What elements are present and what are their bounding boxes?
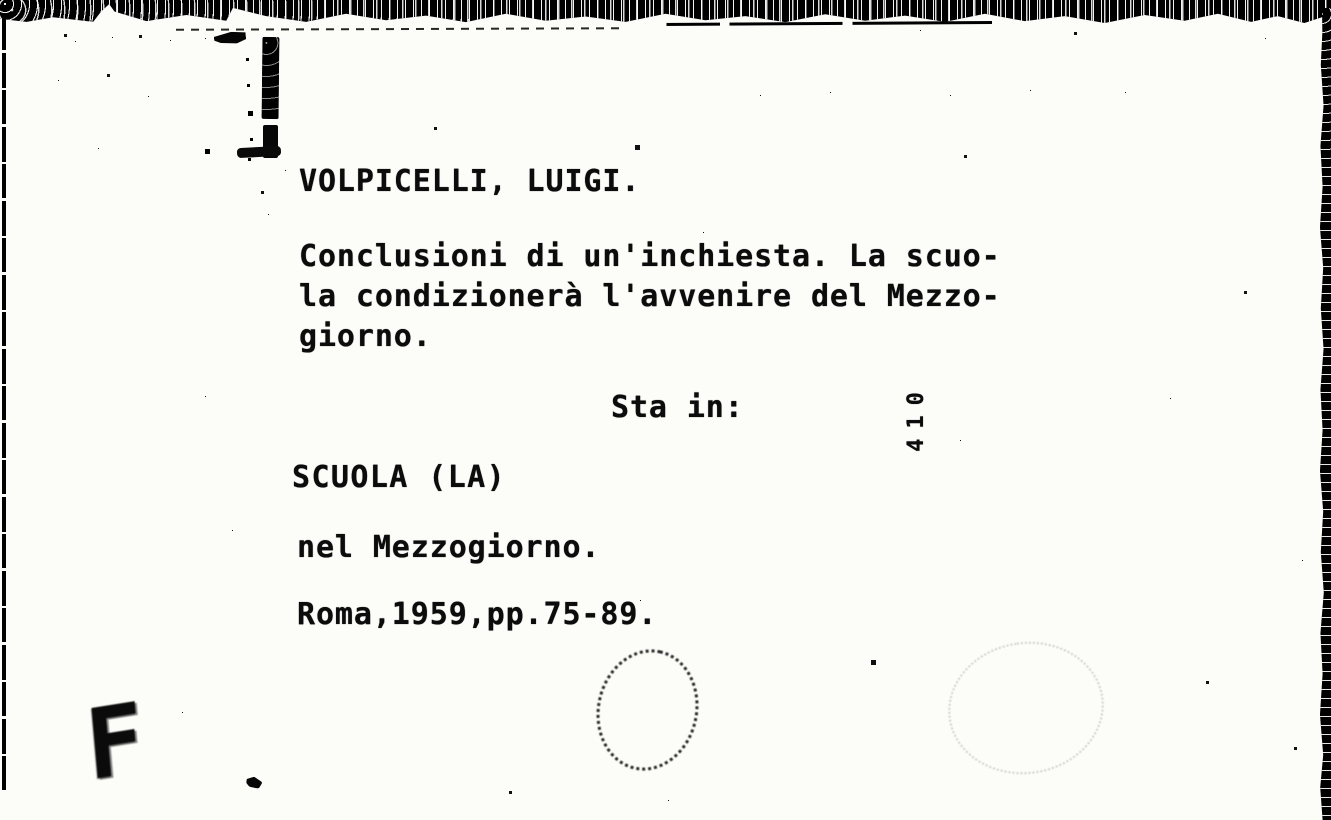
letter-stamp: F xyxy=(81,681,149,803)
title-paragraph xyxy=(299,237,1001,357)
title-line-3: giorno. xyxy=(299,319,432,354)
faint-circular-stamp-mark xyxy=(940,632,1113,784)
scan-edge-right xyxy=(1319,8,1331,820)
scratch-line xyxy=(660,21,992,26)
journal-title-continued: nel Mezzogiorno. xyxy=(297,530,601,565)
scan-noise-speckles xyxy=(0,0,1,1)
ink-specks xyxy=(246,58,249,61)
ink-smudge xyxy=(214,31,247,46)
shelf-number-vertical: 410 xyxy=(903,382,929,452)
imprint-line: Roma,1959,pp.75-89. xyxy=(297,597,658,632)
title-line-2: la condizionerà l'avvenire del Mezzo- xyxy=(299,279,1001,314)
contained-in-label: Sta in: xyxy=(611,390,744,425)
journal-title: SCUOLA (LA) xyxy=(292,460,507,495)
scan-edge-left xyxy=(2,16,6,792)
author-heading: VOLPICELLI, LUIGI. xyxy=(299,164,641,199)
ink-blot xyxy=(245,775,264,790)
pen-mark xyxy=(262,37,280,119)
circular-stamp-mark xyxy=(585,640,709,780)
scan-edge-top xyxy=(0,0,1331,23)
scratch-line xyxy=(176,27,626,31)
title-line-1: Conclusioni di un'inchiesta. La scuo- xyxy=(299,239,1001,274)
